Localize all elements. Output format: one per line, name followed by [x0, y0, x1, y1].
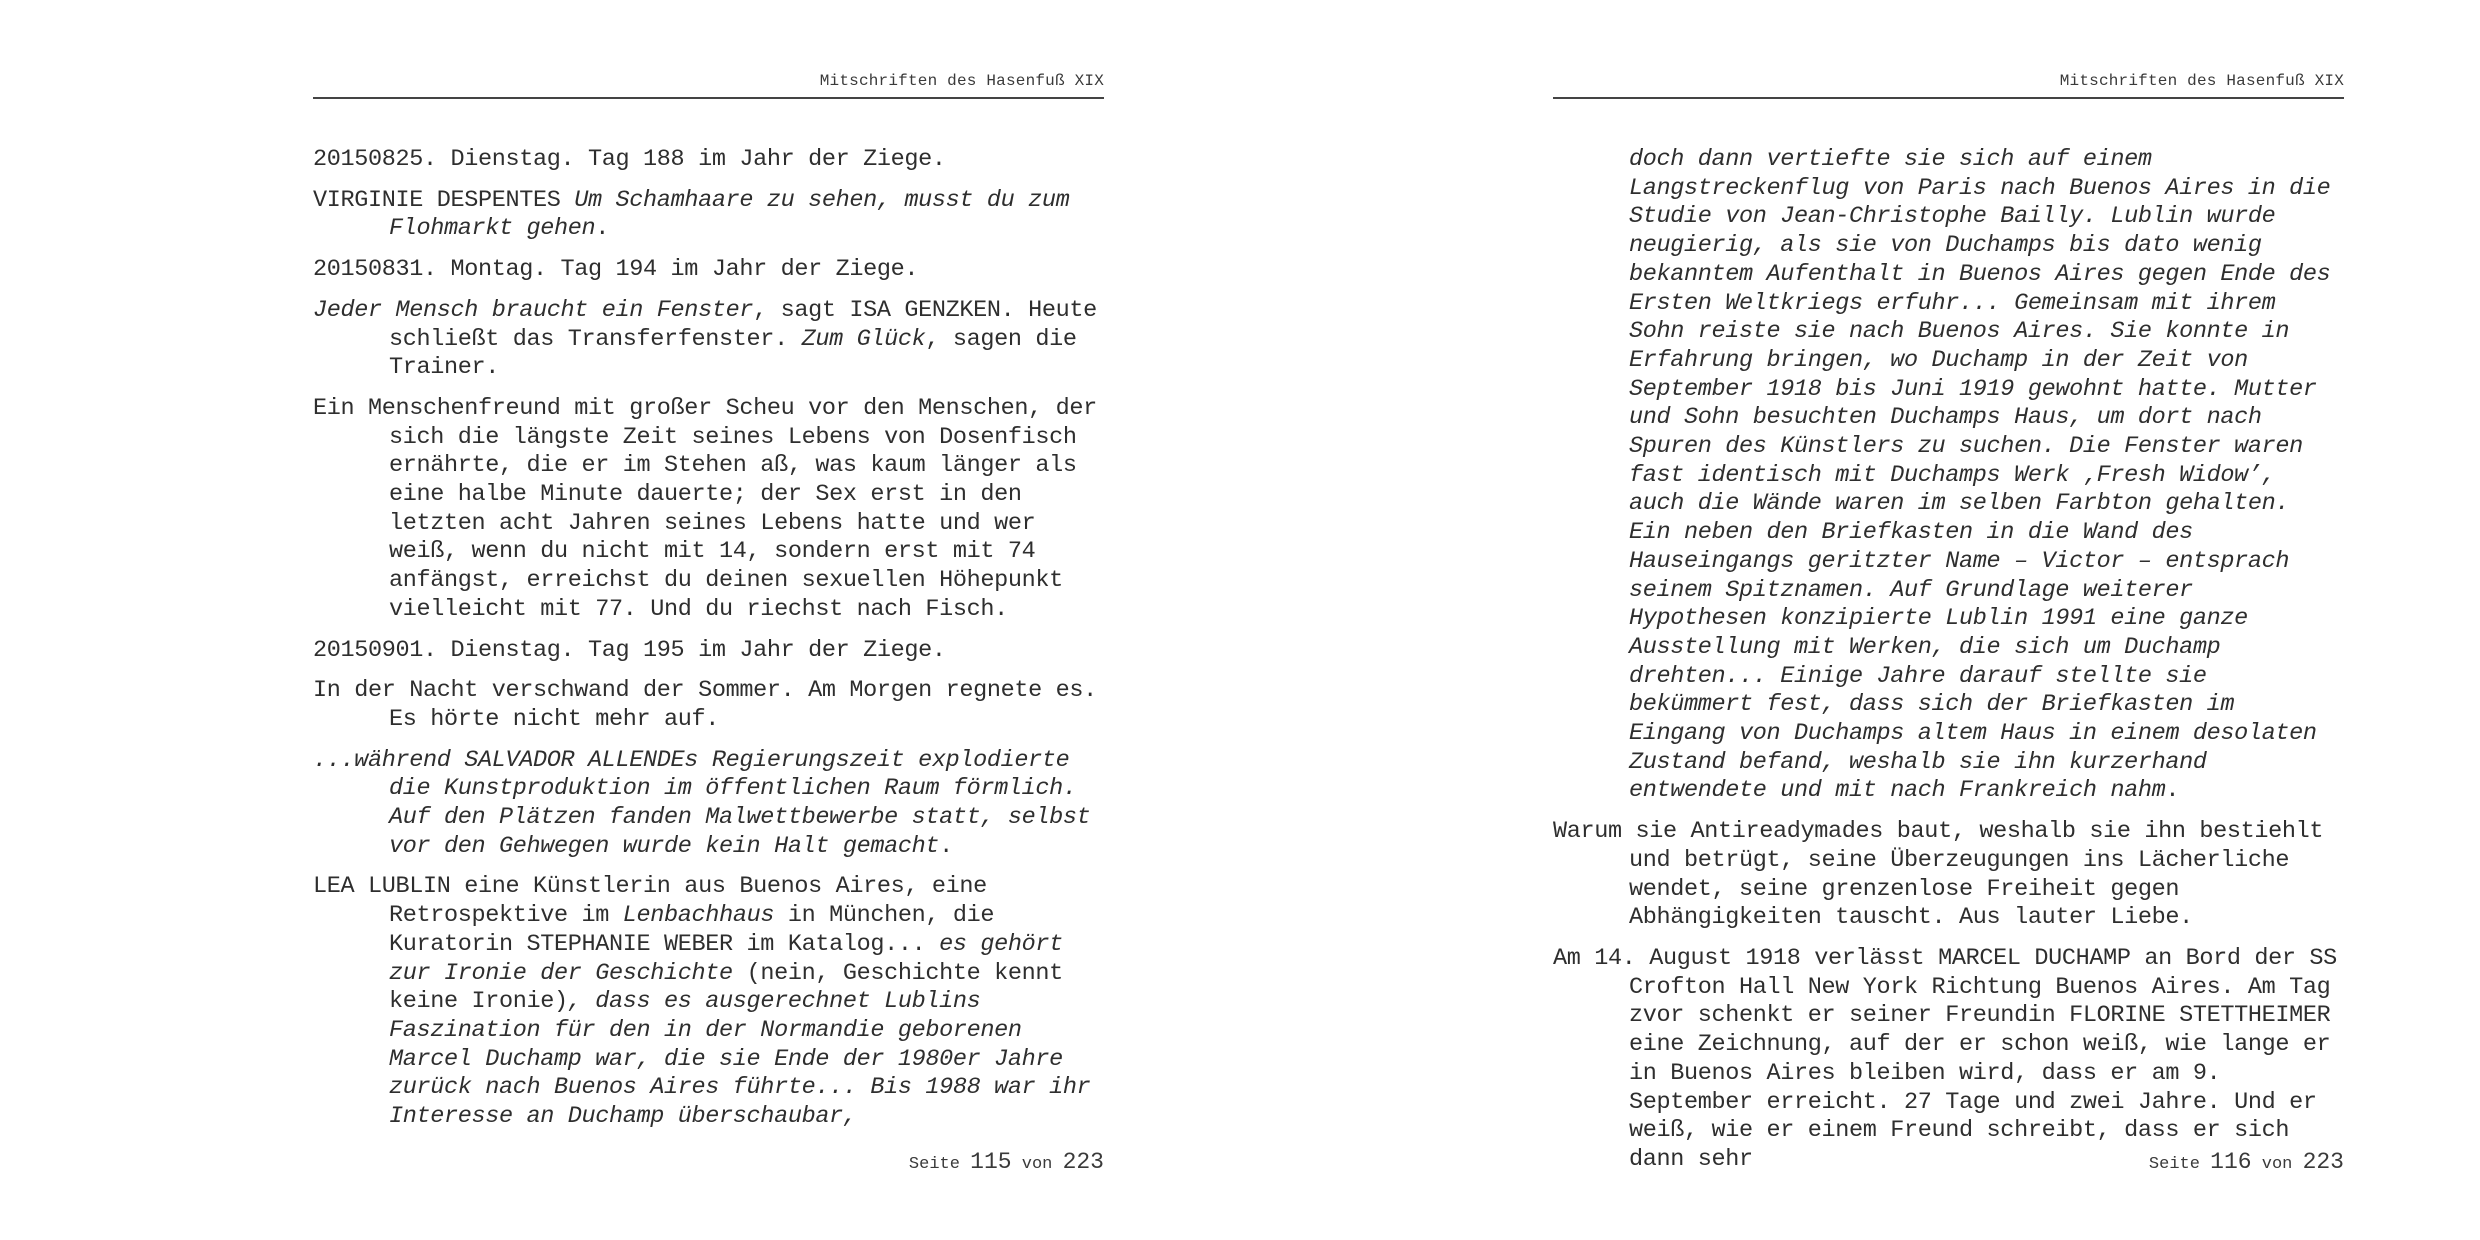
italic-run: Zum Glück	[801, 325, 926, 353]
text-run: .	[939, 832, 953, 860]
right-page	[1240, 0, 2480, 1240]
text-run: .	[595, 215, 610, 243]
running-header: Mitschriften des Hasenfuß XIX	[2059, 72, 2344, 90]
text-run: (nein, Geschichte kennt keine Ironie)	[389, 959, 1063, 1016]
footer-page-prefix: Seite	[2148, 1155, 2200, 1174]
paragraph	[313, 297, 1104, 383]
paragraph	[313, 146, 1104, 175]
footer-of-word: von	[2261, 1155, 2293, 1174]
text-run: LEA LUBLIN eine Künstlerin aus Buenos Aires, eine Retrospektive im	[313, 873, 987, 930]
text-run: Am 14. August 1918 verlässt MARCEL DUCHAMP an Bord der SS Crofton Hall New York Richtung Buenos Aires. Am Tag zvor schenkt er seiner Freundin FLORINE STETTHEIMER eine Zeichnung, auf der er schon weiß, wie lange er in Buenos Aires bleiben wird, dass er am 9. September erreicht. 27 Tage und zwei Jahre. Und er weiß, wie er einem Freund schreibt, dass er sich dann sehr	[1553, 944, 2337, 1173]
paragraph	[1553, 146, 2344, 806]
text-run: In der Nacht verschwand der Sommer. Am Morgen regnete es. Es hörte nicht mehr auf.	[313, 677, 1097, 733]
page-number: 115	[970, 1149, 1012, 1175]
footer-of-word: von	[1021, 1155, 1053, 1174]
italic-run: Jeder Mensch braucht ein Fenster	[313, 296, 754, 324]
text-run: 20150901. Dienstag. Tag 195 im Jahr der Ziege.	[313, 636, 946, 664]
paragraph	[313, 637, 1104, 666]
paragraph	[313, 747, 1104, 862]
italic-run: ...während SALVADOR ALLENDEs Regierungszeit explodierte die Kunstproduktion im öffentlichen Raum förmlich. Auf den Plätzen fanden Malwettbewerbe statt, selbst vor den Gehwegen wurde kein Halt gemacht	[313, 746, 1091, 860]
page-number: 116	[2210, 1149, 2252, 1175]
italic-run: , dass es ausgerechnet Lublins Faszination für den in der Normandie geborenen Marcel Duchamp war, die sie Ende der 1980er Jahre zurück nach Buenos Aires führte... Bis 1988 war ihr Interesse an Duchamp überschaubar,	[389, 988, 1091, 1131]
italic-run: es gehört zur Ironie der Geschichte	[389, 930, 1063, 987]
text-run: 20150831. Montag. Tag 194 im Jahr der Ziege.	[313, 256, 919, 284]
running-header: Mitschriften des Hasenfuß XIX	[819, 72, 1104, 90]
text-run: 20150825. Dienstag. Tag 188 im Jahr der Ziege.	[313, 146, 946, 173]
paragraph	[1553, 818, 2344, 933]
paragraph	[313, 256, 1104, 285]
paragraph	[313, 677, 1104, 734]
italic-run: doch dann vertiefte sie sich auf einem Langstreckenflug von Paris nach Buenos Aires in die Studie von Jean-Christophe Bailly. Lublin wurde neugierig, als sie von Duchamps bis dato wenig bekanntem Aufenthalt in Buenos Aires gegen Ende des Ersten Weltkriegs erfuhr... Gemeinsam mit ihrem Sohn reiste sie nach Buenos Aires. Sie konnte in Erfahrung bringen, wo Duchamp in der Zeit von September 1918 bis Juni 1919 gewohnt hatte. Mutter und Sohn besuchten Duchamps Haus, um dort nach Spuren des Künstlers zu suchen. Die Fenster waren fast identisch mit Duchamps Werk ‚Fresh Widow’, auch die Wände waren im selben Farbton gehalten. Ein neben den Briefkasten in die Wand des Hauseingangs geritzter Name – Victor – entsprach seinem Spitznamen. Auf Grundlage weiterer Hypothesen konzipierte Lublin 1991 eine ganze Ausstellung mit Werken, die sich um Duchamp drehten... Einige Jahre darauf stellte sie bekümmert fest, dass sich der Briefkasten im Eingang von Duchamps altem Haus in einem desolaten Zustand befand, weshalb sie ihn kurzerhand entwendete und mit nach Frankreich nahm	[1629, 146, 2331, 805]
total-pages: 223	[1062, 1149, 1104, 1175]
text-run: , sagt ISA GENZKEN. Heute schließt das Transferfenster.	[389, 296, 1097, 353]
text-run: VIRGINIE DESPENTES	[313, 186, 575, 214]
total-pages: 223	[2302, 1149, 2344, 1175]
header-rule	[1553, 97, 2344, 99]
page-body	[1553, 146, 2344, 1187]
header-rule	[313, 97, 1104, 99]
page-footer	[313, 1149, 1104, 1175]
paragraph	[313, 873, 1104, 1131]
text-run: Warum sie Antireadymades baut, weshalb sie ihn bestiehlt und betrügt, seine Überzeugungen ins Lächerliche wendet, seine grenzenlose Freiheit gegen Abhängigkeiten tauscht. Aus lauter Liebe.	[1553, 818, 2324, 932]
text-run: in München, die Kuratorin STEPHANIE WEBER im Katalog...	[389, 902, 995, 958]
text-run: , sagen die Trainer.	[389, 325, 1077, 382]
paragraph	[313, 187, 1104, 244]
footer-page-prefix: Seite	[908, 1155, 960, 1174]
text-run: Ein Menschenfreund mit großer Scheu vor den Menschen, der sich die längste Zeit seines Lebens von Dosenfisch ernährte, die er im Stehen aß, was kaum länger als eine halbe Minute dauerte; der Sex erst in den letzten acht Jahren seines Lebens hatte und wer weiß, wenn du nicht mit 14, sondern erst mit 74 anfängst, erreichst du deinen sexuellen Höhepunkt vielleicht mit 77. Und du riechst nach Fisch.	[313, 394, 1097, 623]
italic-run: Um Schamhaare zu sehen, musst du zum Flohmarkt gehen	[389, 186, 1070, 243]
page-body	[313, 146, 1104, 1144]
text-run: .	[2165, 777, 2180, 805]
italic-run: Lenbachhaus	[622, 902, 775, 930]
paragraph	[313, 395, 1104, 625]
paragraph	[1553, 945, 2344, 1175]
page-footer	[1553, 1149, 2344, 1175]
